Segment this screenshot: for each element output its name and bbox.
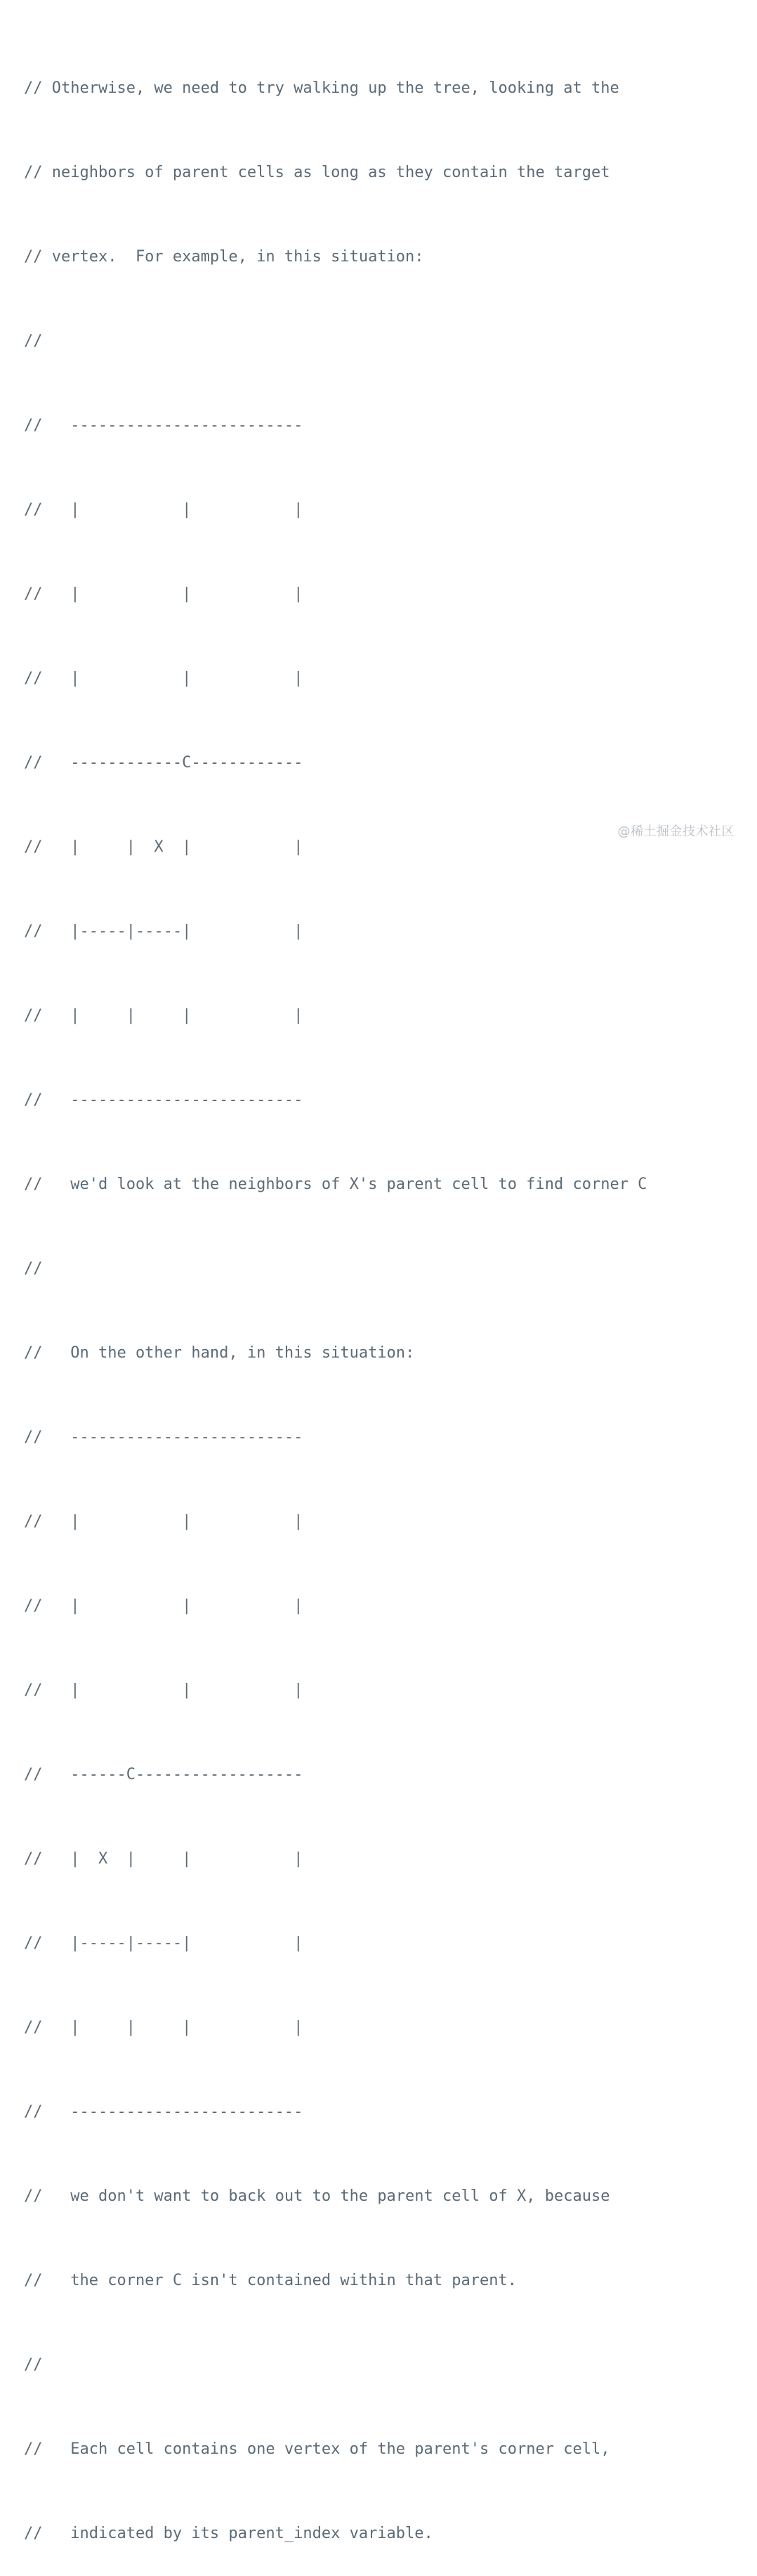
code-line: // vertex. For example, in this situation: (24, 248, 424, 266)
code-line: // |-----|-----| | (24, 923, 303, 940)
code-line: // Each cell contains one vertex of the parent's corner cell, (24, 2440, 610, 2458)
watermark-text: @稀土掘金技术社区 (617, 824, 735, 839)
code-line: // | | | (24, 670, 303, 687)
code-line: // | | | | (24, 1007, 303, 1024)
code-line: // (24, 2356, 43, 2374)
code-line: // | | | (24, 1597, 303, 1615)
code-line: // we'd look at the neighbors of X's parent cell to find corner C (24, 1176, 647, 1193)
code-line: // | | | (24, 1513, 303, 1530)
code-line: // | | | (24, 585, 303, 603)
code-line: // (24, 1260, 43, 1277)
code-line: // | | | (24, 1681, 303, 1699)
code-line: // | | X | | (24, 838, 303, 856)
code-line: // ------------------------- (24, 1091, 303, 1109)
code-line: // On the other hand, in this situation: (24, 1344, 415, 1362)
code-line: // we don't want to back out to the parent cell of X, because (24, 2187, 610, 2205)
code-line: // ------------------------- (24, 1429, 303, 1446)
code-line: // ------------C------------ (24, 754, 303, 772)
code-line: // neighbors of parent cells as long as they contain the target (24, 164, 610, 181)
code-line: // | | | (24, 501, 303, 519)
code-line: // (24, 332, 43, 350)
code-comment-block (24, 18, 740, 2542)
code-line: // Otherwise, we need to try walking up the tree, looking at the (24, 79, 619, 97)
code-line: // ------------------------- (24, 417, 303, 434)
code-line: // the corner C isn't contained within that parent. (24, 2272, 517, 2289)
code-line: // ------C------------------ (24, 1766, 303, 1783)
code-line: // | | | | (24, 2019, 303, 2036)
code-line: // ------------------------- (24, 2103, 303, 2121)
code-line: // indicated by its parent_index variable. (24, 2525, 433, 2542)
code-line: // |-----|-----| | (24, 1934, 303, 1952)
code-line: // | X | | | (24, 1850, 303, 1868)
